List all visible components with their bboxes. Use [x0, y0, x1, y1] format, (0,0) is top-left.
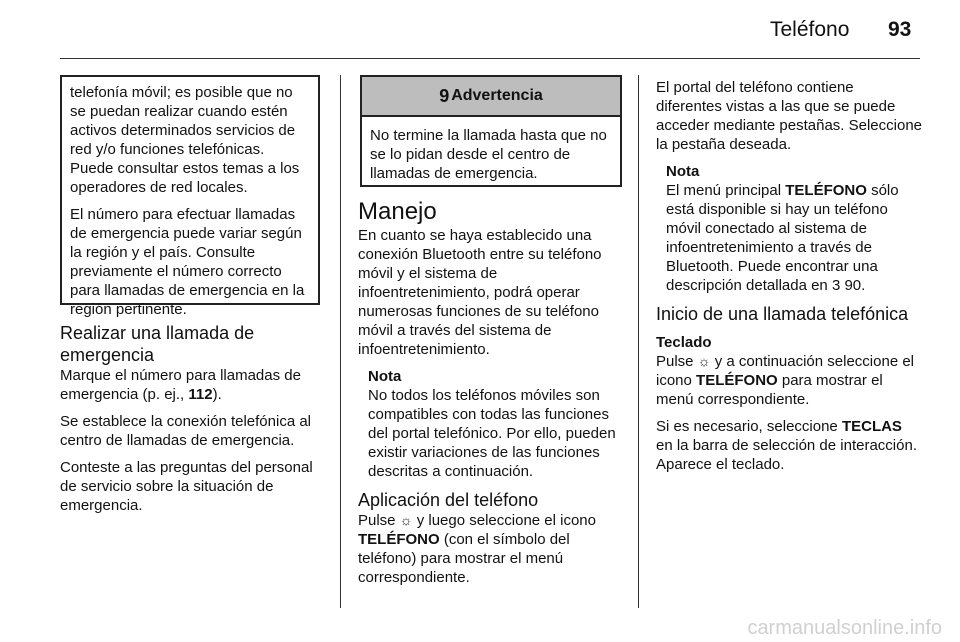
emergency-paragraph-3: Conteste a las preguntas del personal de servicio sobre la situación de emergencia. [60, 459, 313, 514]
telefono-keyword: TELÉFONO [358, 531, 440, 548]
note-label-2: Nota [666, 163, 700, 180]
teclas-keyword: TECLAS [841, 418, 902, 435]
note2-b: sólo está disponible si hay un teléfono móvil conectado al sistema de infoentretenimiento a través de Bluetooth. Puede encontrar una descripción detallada en [666, 182, 899, 294]
phone-app-p-c: (con el símbolo del teléfono) para mostrar el menú correspondiente. [358, 531, 570, 586]
note-text: No todos los teléfonos móviles son compatibles con todas las funciones del portal telefónico. Por ello, pueden existir variaciones de las funciones descritas a continuación. [368, 387, 616, 480]
info-box-paragraph-1: telefonía móvil; es posible que no se puedan realizar cuando estén activos determinados servicios de red y/o funciones telefónicas. Puede consultar estos temas a los operadores de red locales. [70, 84, 300, 196]
note2-a: El menú principal [666, 182, 786, 199]
column-divider-2 [638, 75, 639, 608]
column-2 [358, 198, 628, 587]
warning-icon: 9 [439, 85, 450, 106]
header-rule [60, 58, 920, 59]
note-label: Nota [368, 368, 402, 385]
start-call-heading: Inicio de una llamada telefónica [656, 304, 909, 324]
emergency-paragraph-2: Se establece la conexión telefónica al centro de llamadas de emergencia. [60, 413, 312, 449]
warning-title: Advertencia [451, 87, 543, 104]
warning-header [362, 77, 620, 117]
home-icon-2: ☼ [697, 353, 711, 369]
home-icon: ☼ [399, 512, 413, 528]
emergency-p1-end: ). [212, 386, 222, 403]
phone-app-heading: Aplicación del teléfono [358, 490, 539, 510]
keypad-p1-c: para mostrar el menú correspondiente. [656, 372, 883, 408]
telefono-keyword-2: TELÉFONO [785, 182, 867, 199]
keypad-paragraph-1 [656, 352, 922, 409]
page-ref: 90. [840, 277, 866, 294]
manejo-paragraph: En cuanto se haya establecido una conexión Bluetooth entre su teléfono móvil y el sistema de infoentretenimiento, podrá operar numerosas funciones de su teléfono móvil a través del sistema de infoentretenimiento. [358, 227, 602, 358]
page-header-title: Teléfono [770, 18, 850, 41]
emergency-number: 112 [188, 386, 213, 403]
column-3 [656, 78, 922, 474]
warning-box [360, 75, 622, 187]
phone-app-p-b: y luego seleccione el icono [412, 512, 596, 529]
warning-text: No termine la llamada hasta que no se lo pidan desde el centro de llamadas de emergencia. [370, 127, 607, 182]
page-ref-arrow-icon: 3 [831, 277, 841, 294]
page-number: 93 [888, 18, 912, 41]
emergency-p1-text: Marque el número para llamadas de emergencia (p. ej., [60, 367, 301, 403]
keypad-subheading: Teclado [656, 334, 712, 351]
keypad-p2-b: en la barra de selección de interacción. Aparece el teclado. [656, 437, 917, 473]
telefono-keyword-3: TELÉFONO [696, 372, 778, 389]
keypad-p1-b: y a continuación seleccione el icono [656, 353, 915, 389]
portal-paragraph: El portal del teléfono contiene diferentes vistas a las que se puede acceder mediante pestañas. Seleccione la pestaña deseada. [656, 79, 923, 153]
phone-app-paragraph [358, 511, 628, 587]
emergency-paragraph-1 [60, 366, 330, 404]
column-1 [60, 322, 330, 515]
info-box [60, 75, 320, 318]
keypad-p1-a: Pulse [656, 353, 698, 370]
manejo-heading: Manejo [358, 198, 437, 225]
column-divider-1 [340, 75, 341, 608]
note-text-2 [666, 181, 922, 295]
emergency-call-heading: Realizar una llamada de emergencia [60, 323, 255, 365]
keypad-paragraph-2 [656, 417, 922, 474]
watermark: carmanualsonline.info [747, 617, 942, 639]
keypad-p2-a: Si es necesario, seleccione [656, 418, 842, 435]
phone-app-p-a: Pulse [358, 512, 400, 529]
info-box-paragraph-2: El número para efectuar llamadas de emergencia puede variar según la región y el país. Consulte previamente el número correcto para llamadas de emergencia en la región pertinente. [70, 206, 305, 318]
